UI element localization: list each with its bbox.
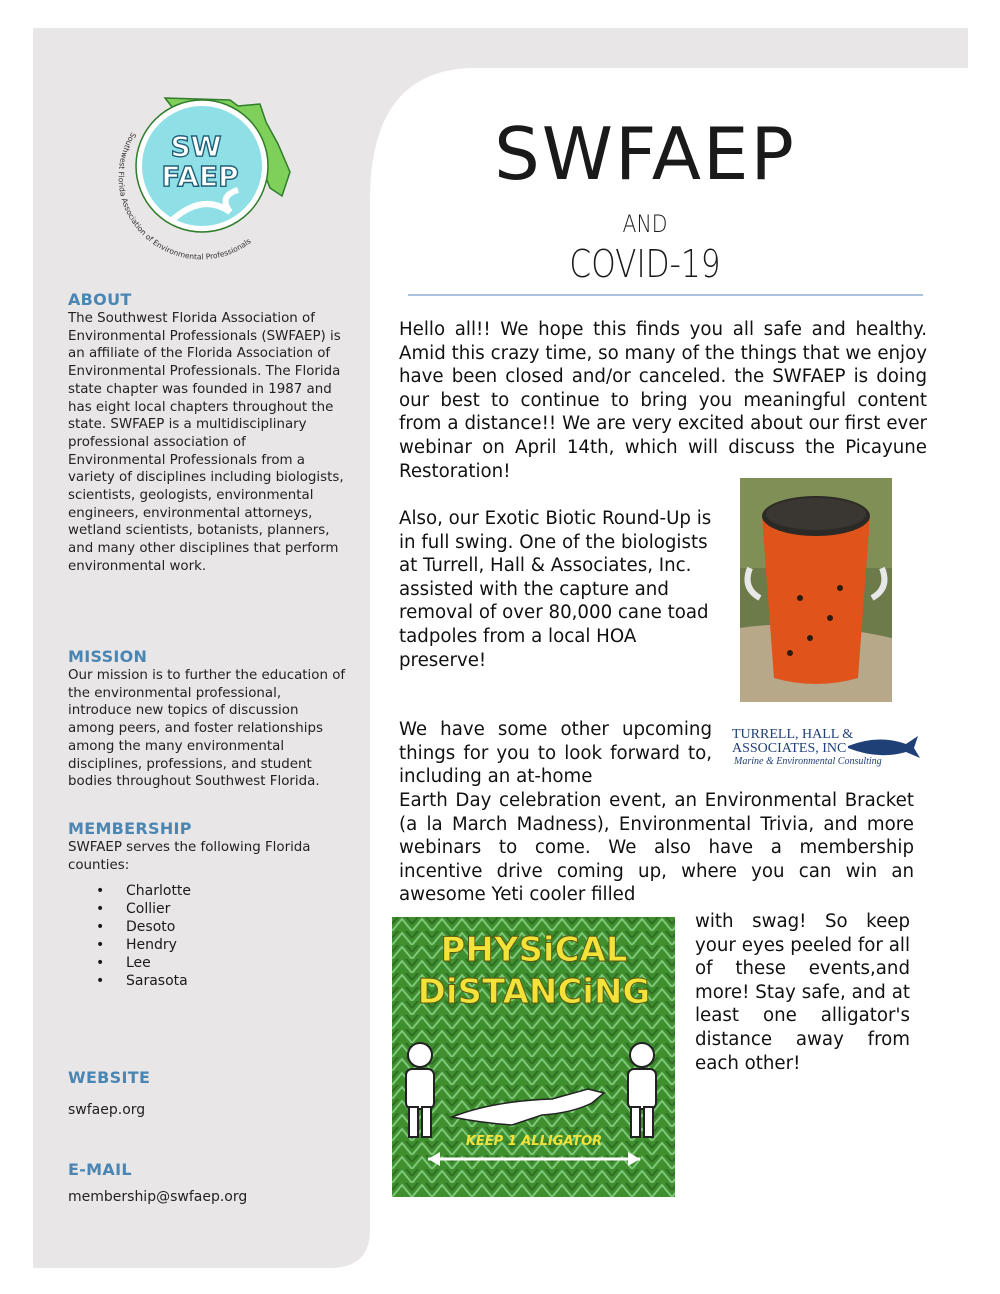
- intro-paragraph: Hello all!! We hope this finds you all safe and healthy. Amid this crazy time, so many of the things that we enjoy have been closed and/or canceled. the SWFAEP is doing our best to continue to bring you meaningful content from a distance!! We are very excited about our first ever webinar on April 14th, which will discuss the Picayune Restoration!: [399, 319, 927, 482]
- email-link[interactable]: membership@swfaep.org: [68, 1189, 248, 1205]
- events-paragraph: Earth Day celebration event, an Environmental Bracket (a la March Madness), Environmental Trivia, and more webinars to come. We also have a membership incentive drive coming up, where you can win an awesome Yeti cooler filled: [399, 790, 914, 906]
- county-list: [68, 882, 191, 990]
- th-logo-line3: Marine & Environmental Consulting: [734, 756, 882, 767]
- poster-caption: KEEP 1 ALLIGATOR: [465, 1134, 603, 1149]
- about-heading: ABOUT: [68, 290, 132, 309]
- tadpole-bucket-photo: [740, 478, 892, 702]
- mission-heading: MISSION: [68, 647, 148, 666]
- list-item: • Charlotte: [68, 882, 191, 900]
- closing-paragraph: with swag! So keep your eyes peeled for all of these events,and more! Stay safe, and at least one alligator's distance away from each other!: [695, 911, 910, 1074]
- th-logo-line1: TURRELL, HALL &: [732, 727, 854, 742]
- website-link[interactable]: swfaep.org: [68, 1102, 146, 1118]
- poster-line1: PHYSiCAL: [440, 930, 628, 970]
- list-item: • Hendry: [68, 936, 191, 954]
- th-logo-line2: ASSOCIATES, INC: [732, 741, 847, 756]
- website-heading: WEBSITE: [68, 1068, 151, 1087]
- page-title: SWFAEP: [494, 112, 796, 196]
- title-and: AND: [622, 210, 668, 238]
- logo-line2: FAEP: [161, 160, 239, 193]
- poster-line2: DiSTANCiNG: [417, 972, 651, 1012]
- list-item: • Collier: [68, 900, 191, 918]
- list-item: • Sarasota: [68, 972, 191, 990]
- physical-distancing-poster: [392, 917, 675, 1197]
- logo-line1: SW: [170, 130, 222, 163]
- email-heading: E-MAIL: [68, 1160, 132, 1179]
- title-divider: [408, 294, 923, 296]
- roundup-paragraph: Also, our Exotic Biotic Round-Up is in full swing. One of the biologists at Turrell, Hall & Associates, Inc. assisted with the capture and removal of over 80,000 cane toad tadpoles from a local HOA preserve!: [399, 508, 712, 671]
- swfaep-logo: [110, 92, 300, 262]
- membership-text: SWFAEP serves the following Florida counties:: [68, 840, 311, 873]
- about-text: The Southwest Florida Association of Environmental Professionals (SWFAEP) is an affiliate of the Florida Association of Environmental Professionals. The Florida state chapter was founded in 1987 and has eight local chapters throughout the state. SWFAEP is a multidisciplinary professional association of Environmental Professionals from a variety of disciplines including biologists, scientists, geologists, environmental engineers, environmental attorneys, wetland scientists, botanists, planners, and many other disciplines that perform environmental work.: [68, 311, 344, 574]
- turrell-hall-logo: [728, 722, 922, 772]
- page-subtitle: COVID-19: [569, 242, 721, 286]
- logo-ring-text: Southwest Florida Association of Environmental Professionals: [116, 130, 253, 262]
- list-item: • Desoto: [68, 918, 191, 936]
- list-item: • Lee: [68, 954, 191, 972]
- mission-text: Our mission is to further the education of the environmental professional, introduce new topics of discussion among peers, and foster relationships among the many environmental disciplines, professions, and student bodies throughout Southwest Florida.: [68, 668, 346, 790]
- events-paragraph-start: We have some other upcoming things for you to look forward to, including an at-home: [399, 719, 712, 788]
- membership-heading: MEMBERSHIP: [68, 819, 192, 838]
